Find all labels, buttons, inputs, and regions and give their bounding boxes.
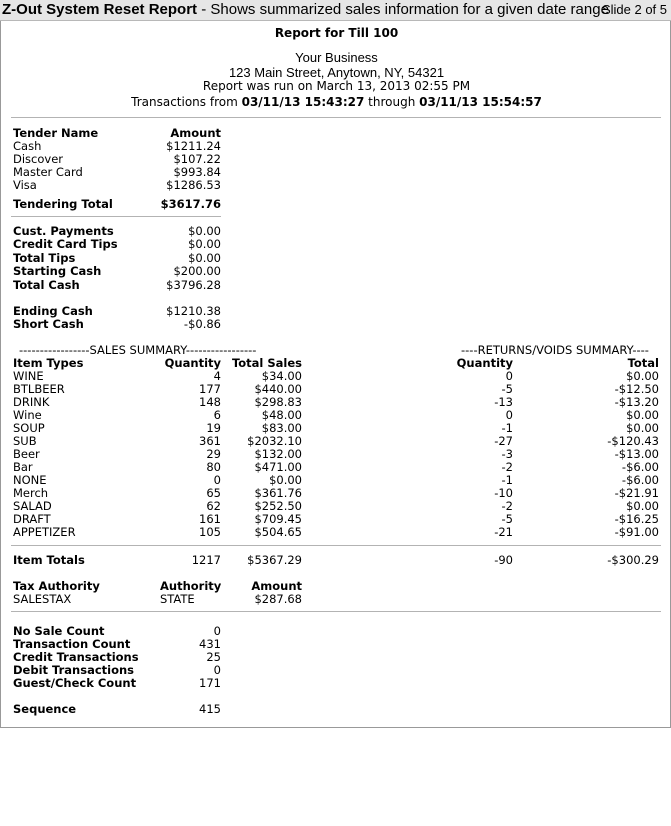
item-types-header: Item Types [13,356,84,370]
item-totals-quantity: 1217 [191,553,221,567]
count-value: 431 [199,637,221,651]
item-returns-quantity: 0 [505,408,513,422]
transaction-range-mid: through [364,95,420,109]
cash-summary-value: $3796.28 [166,277,221,292]
tendering-total-value: $3617.76 [160,197,221,211]
ending-cash-label: Ending Cash [13,304,93,318]
count-value: 0 [213,624,221,638]
divider [11,117,661,118]
item-returns-quantity: -21 [494,525,513,539]
report-run-date: Report was run on March 13, 2013 02:55 PM [202,79,471,93]
item-returns-total: $0.00 [626,369,659,383]
cash-summary-value: $200.00 [173,264,221,279]
item-total-sales: $361.76 [254,486,302,500]
count-label: Credit Transactions [13,650,139,664]
item-returns-quantity: -5 [501,512,513,526]
item-returns-quantity: -27 [494,434,513,448]
item-total-sales: $132.00 [254,447,302,461]
sales-quantity-header: Quantity [164,356,221,370]
item-total-sales: $709.45 [254,512,302,526]
report-body [0,21,671,728]
tender-name: Visa [13,178,37,192]
transaction-end: 03/11/13 15:54:57 [419,95,542,109]
item-quantity: 19 [206,421,221,435]
count-value: 25 [206,650,221,664]
divider [11,611,661,612]
item-type: DRINK [13,395,50,409]
item-returns-total: -$91.00 [614,525,659,539]
item-returns-total: -$21.91 [614,486,659,500]
item-total-sales: $83.00 [261,421,302,435]
tender-name: Discover [13,152,64,166]
report-name: Z-Out System Reset Report [2,1,198,18]
count-label: Debit Transactions [13,663,135,677]
item-returns-total: $0.00 [626,499,659,513]
item-type: Bar [13,460,33,474]
returns-quantity-header: Quantity [456,356,513,370]
item-returns-quantity: -1 [501,473,513,487]
divider [11,216,221,217]
count-value: 171 [199,676,221,690]
sales-summary-banner: -----------------SALES SUMMARY----------------- [19,343,257,357]
cash-summary-value: $0.00 [188,224,221,238]
business-name: Your Business [295,50,378,65]
item-quantity: 62 [206,499,221,513]
item-returns-quantity: -2 [501,460,513,474]
tender-name-header: Tender Name [13,126,99,140]
tax-authority-type: STATE [160,592,195,606]
tax-amount: $287.68 [254,592,302,606]
item-returns-total: -$16.25 [614,512,659,526]
item-returns-total: -$6.00 [621,473,659,487]
item-quantity: 4 [213,369,221,383]
item-type: SALAD [13,499,52,513]
tax-authority-type-header: Authority [160,579,222,593]
transaction-range [1,96,671,109]
item-total-sales: $440.00 [254,382,302,396]
transaction-range-prefix: Transactions from [131,95,242,109]
ending-cash-value: $1210.38 [166,304,221,318]
report-title [2,1,609,18]
item-returns-quantity: -10 [494,486,513,500]
cash-summary-value: $0.00 [188,250,221,265]
tender-name: Master Card [13,165,83,179]
item-totals-returns-quantity: -90 [494,553,513,567]
item-total-sales: $504.65 [254,525,302,539]
count-label: Guest/Check Count [13,676,137,690]
item-quantity: 148 [199,395,221,409]
tendering-total-label: Tendering Total [13,197,113,211]
short-cash-value: -$0.86 [183,317,221,331]
item-returns-total: -$6.00 [621,460,659,474]
item-returns-total: $0.00 [626,421,659,435]
sequence-value: 415 [199,702,221,716]
tender-name: Cash [13,139,42,153]
transaction-start: 03/11/13 15:43:27 [241,95,365,109]
count-value: 0 [213,663,221,677]
tender-amount: $1286.53 [166,178,221,192]
item-total-sales: $34.00 [261,369,302,383]
business-address: 123 Main Street, Anytown, NY, 54321 [228,65,445,80]
item-quantity: 161 [199,512,221,526]
item-returns-total: -$120.43 [607,434,659,448]
item-total-sales: $48.00 [261,408,302,422]
item-totals-returns-total: -$300.29 [607,553,659,567]
item-quantity: 0 [213,473,221,487]
item-returns-total: $0.00 [626,408,659,422]
item-type: Beer [13,447,40,461]
item-type: DRAFT [13,512,51,526]
item-total-sales: $0.00 [269,473,302,487]
item-type: APPETIZER [13,525,76,539]
item-totals-sales: $5367.29 [247,553,302,567]
item-total-sales: $471.00 [254,460,302,474]
cash-summary-label: Total Cash [13,277,80,292]
sequence-label: Sequence [13,702,77,716]
item-quantity: 65 [206,486,221,500]
item-returns-total: -$13.20 [614,395,659,409]
item-quantity: 361 [199,434,221,448]
item-total-sales: $2032.10 [247,434,302,448]
short-cash-label: Short Cash [13,317,84,331]
returns-summary-banner: ----RETURNS/VOIDS SUMMARY---- [461,343,649,357]
returns-total-header: Total [627,356,659,370]
cash-summary-label: Cust. Payments [13,224,114,238]
item-quantity: 80 [206,460,221,474]
item-type: Merch [13,486,49,500]
item-type: BTLBEER [13,382,65,396]
cash-summary-label: Total Tips [13,250,76,265]
tender-amount: $1211.24 [166,139,221,153]
item-type: SUB [13,434,37,448]
cash-summary-label: Credit Card Tips [13,237,118,252]
tender-amount: $993.84 [173,165,221,179]
cash-summary-label: Starting Cash [13,264,102,279]
report-description: - Shows summarized sales information for a given date range [197,1,609,18]
item-type: NONE [13,473,47,487]
item-returns-total: -$13.00 [614,447,659,461]
total-sales-header: Total Sales [231,356,302,370]
item-quantity: 29 [206,447,221,461]
item-returns-quantity: -5 [501,382,513,396]
item-quantity: 6 [213,408,221,422]
slide-header [0,0,671,21]
item-type: WINE [13,369,44,383]
cash-summary-value: $0.00 [188,237,221,252]
item-quantity: 105 [199,525,221,539]
count-label: Transaction Count [13,637,131,651]
divider [11,545,661,546]
slide-indicator: Slide 2 of 5 [601,2,667,17]
item-type: Wine [13,408,42,422]
item-returns-quantity: -3 [501,447,513,461]
item-type: SOUP [13,421,45,435]
tax-authority-header: Tax Authority [13,579,100,593]
item-totals-label: Item Totals [13,553,85,567]
item-returns-quantity: -1 [501,421,513,435]
tender-amount: $107.22 [173,152,221,166]
count-label: No Sale Count [13,624,105,638]
till-title: Report for Till 100 [274,26,399,40]
item-returns-quantity: -2 [501,499,513,513]
item-quantity: 177 [199,382,221,396]
item-total-sales: $252.50 [254,499,302,513]
item-returns-total: -$12.50 [614,382,659,396]
item-returns-quantity: -13 [494,395,513,409]
tax-amount-header: Amount [251,579,302,593]
tender-amount-header: Amount [170,126,221,140]
item-returns-quantity: 0 [505,369,513,383]
item-total-sales: $298.83 [254,395,302,409]
tax-authority-name: SALESTAX [13,592,72,606]
